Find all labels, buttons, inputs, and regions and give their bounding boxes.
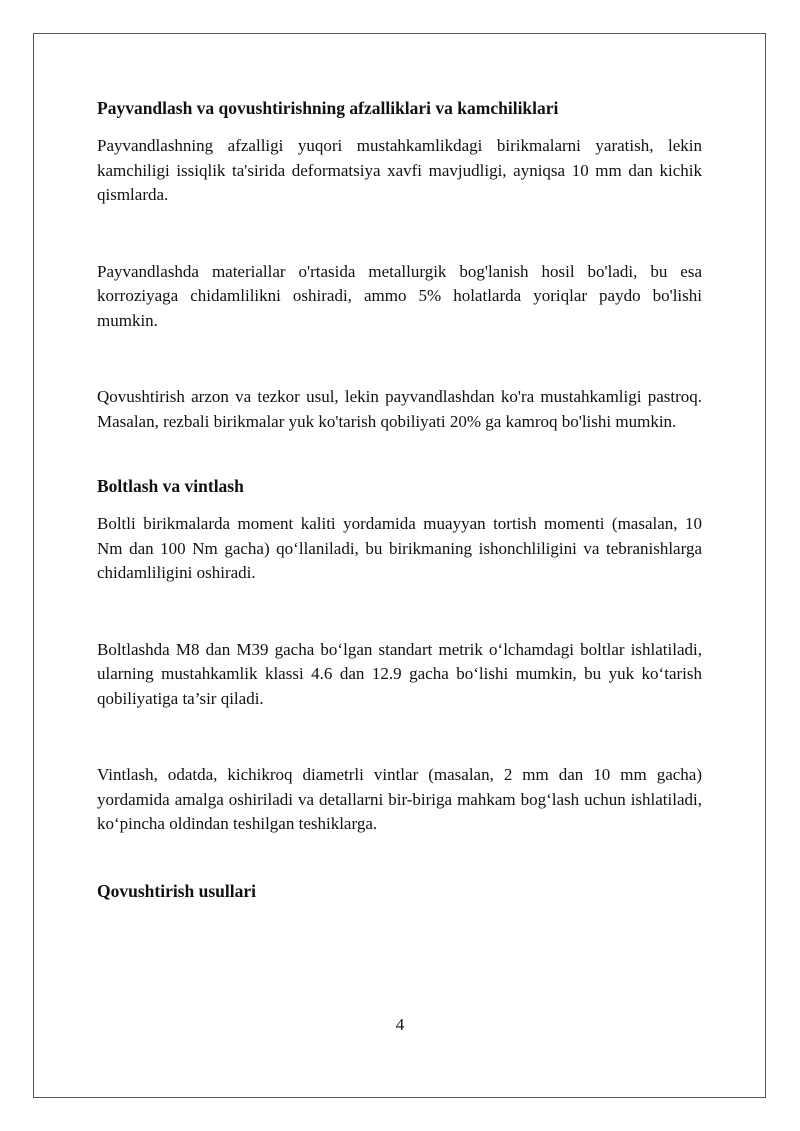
section-heading-bolting: Boltlash va vintlash (97, 476, 244, 496)
paragraph-joining-cost: Qovushtirish arzon va tezkor usul, lekin payvandlashdan ko'ra mustahkamligi pastroq. Masalan, rezbali birikmalar yuk ko'tarish qobiliyati 20% ga kamroq bo'lishi mumkin. (97, 387, 702, 431)
section-heading-advantages: Payvandlash va qovushtirishning afzalliklari va kamchiliklari (97, 98, 559, 118)
paragraph-welding-advantage: Payvandlashning afzalligi yuqori mustahkamlikdagi birikmalarni yaratish, lekin kamchiligi issiqlik ta'sirida deformatsiya xavfi mavjudligi, ayniqsa 10 mm dan kichik qismlarda. (97, 136, 702, 204)
paragraph-screwing: Vintlash, odatda, kichikroq diametrli vintlar (masalan, 2 mm dan 10 mm gacha) yordamida amalga oshiriladi va detallarni bir-biriga mahkam bog‘lash uchun ishlatiladi, ko‘pincha oldindan teshilgan teshiklarga. (97, 765, 702, 833)
page-content (97, 96, 702, 903)
paragraph-metallurgical-bond: Payvandlashda materiallar o'rtasida metallurgik bog'lanish hosil bo'ladi, bu esa korroziyaga chidamlilikni oshiradi, ammo 5% holatlarda yoriqlar paydo bo'lishi mumkin. (97, 261, 702, 330)
paragraph-metric-bolts: Boltlashda M8 dan M39 gacha bo‘lgan standart metrik o‘lchamdagi boltlar ishlatiladi, ularning mustahkamlik klassi 4.6 dan 12.9 gacha bo‘lishi mumkin, bu yuk ko‘tarish qobiliyatiga ta’sir qiladi. (97, 639, 702, 708)
page-number: 4 (395, 1015, 405, 1034)
section-heading-joining-methods: Qovushtirish usullari (97, 880, 257, 901)
paragraph-torque-wrench: Boltli birikmalarda moment kaliti yordamida muayyan tortish momenti (masalan, 10 Nm dan 100 Nm gacha) qo‘llaniladi, bu birikmaning ishonchliligini va tebranishlarga chidamliligini oshiradi. (97, 514, 702, 582)
